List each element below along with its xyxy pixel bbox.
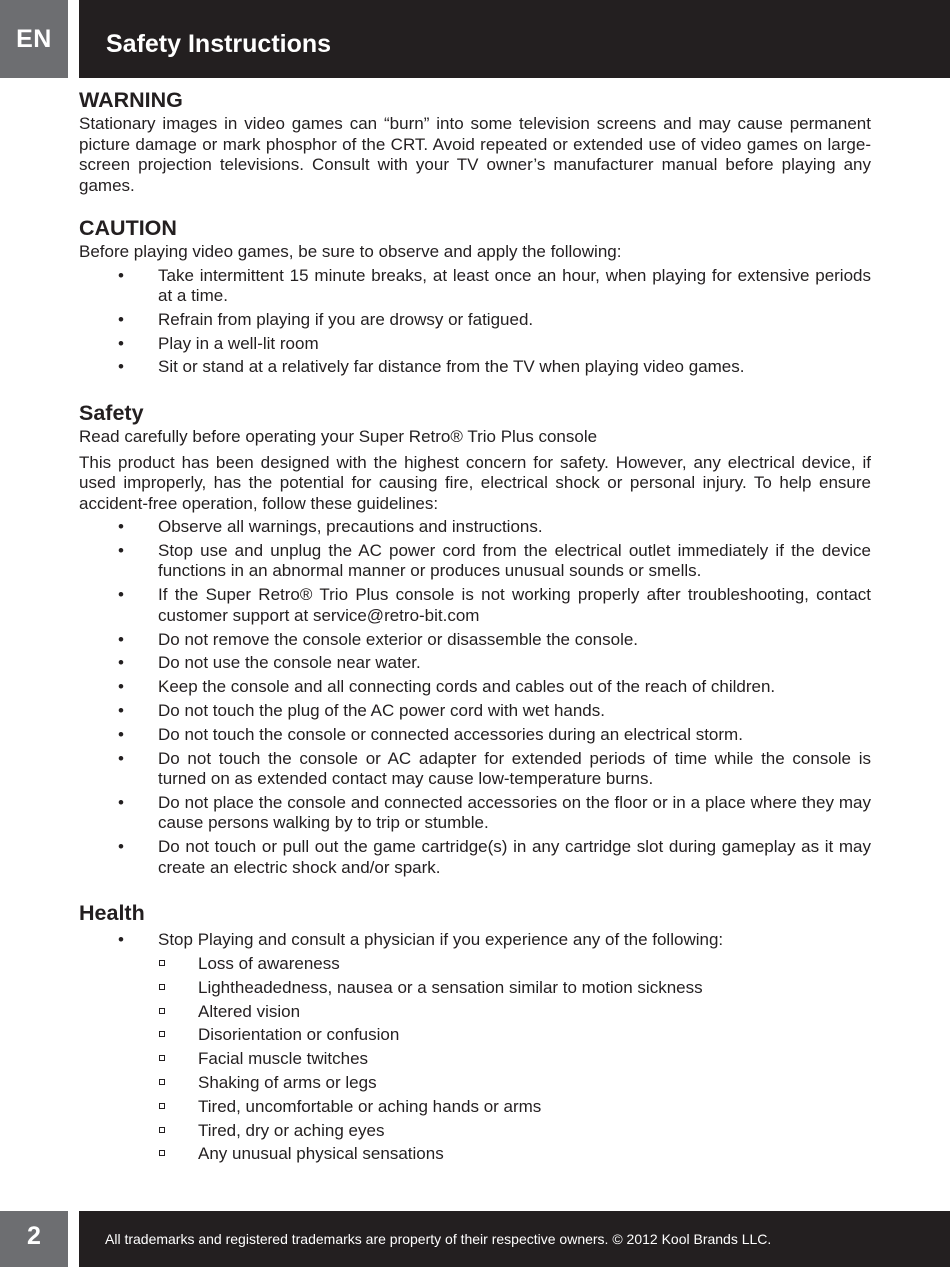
header-bar [79,0,950,78]
symptom-item: Loss of awareness [158,954,871,975]
caution-list [79,266,871,378]
list-item [79,930,871,1164]
caution-section [79,214,871,378]
list-item: • Do not touch the console or AC adapter for extended periods of time while the console is turned on as extended contact may cause low-temperature burns. [79,749,871,790]
health-section [79,899,871,1164]
footer-text: All trademarks and registered trademarks are property of their respective owners. © 2012 Kool Brands LLC. [105,1231,772,1247]
safety-section [79,399,871,878]
list-item: • Keep the console and all connecting cords and cables out of the reach of children. [79,677,871,698]
list-item: • If the Super Retro® Trio Plus console is not working properly after troubleshooting, contact customer support at service@retro-bit.com [79,585,871,626]
list-item: • Do not touch the plug of the AC power cord with wet hands. [79,701,871,722]
safety-intro: This product has been designed with the highest concern for safety. However, any electrical device, if used improperly, has the potential for causing fire, electrical shock or personal injury. To help ensure accident-free operation, follow these guidelines: [79,452,871,513]
page-number: 2 [0,1211,68,1267]
list-item: • Observe all warnings, precautions and instructions. [79,517,871,538]
list-item: • Refrain from playing if you are drowsy or fatigued. [79,310,871,331]
list-item: • Do not touch the console or connected accessories during an electrical storm. [79,725,871,746]
list-item: • Do not touch or pull out the game cartridge(s) in any cartridge slot during gameplay as it may create an electric shock and/or spark. [79,837,871,878]
footer-bar [79,1211,950,1267]
health-heading: Health [79,901,145,926]
symptom-item: Shaking of arms or legs [158,1073,871,1094]
list-item: • Sit or stand at a relatively far distance from the TV when playing video games. [79,357,871,378]
list-item: • Play in a well-lit room [79,334,871,355]
health-list [79,930,871,1164]
caution-intro: Before playing video games, be sure to observe and apply the following: [79,242,622,261]
warning-text: Stationary images in video games can “burn” into some television screens and may cause permanent picture damage or mark phosphor of the CRT. Avoid repeated or extended use of video games on large-screen projection televisions. Consult with your TV owner’s manufacturer manual before playing any games. [79,114,871,195]
safety-subtitle: Read carefully before operating your Super Retro® Trio Plus console [79,427,598,447]
list-item: • Take intermittent 15 minute breaks, at least once an hour, when playing for extensive periods at a time. [79,266,871,307]
symptom-item: Altered vision [158,1002,871,1023]
language-badge: EN [0,0,68,78]
safety-heading: Safety [79,401,144,426]
list-item: • Do not remove the console exterior or disassemble the console. [79,630,871,651]
warning-section [79,86,871,196]
symptom-item: Any unusual physical sensations [158,1144,871,1165]
symptom-item: Tired, uncomfortable or aching hands or arms [158,1097,871,1118]
list-item: • Do not use the console near water. [79,653,871,674]
symptom-item: Facial muscle twitches [158,1049,871,1070]
caution-heading: CAUTION [79,216,177,240]
symptom-list [158,954,871,1165]
list-item: • Do not place the console and connected accessories on the floor or in a place where they may cause persons walking by to trip or stumble. [79,793,871,834]
symptom-item: Tired, dry or aching eyes [158,1121,871,1142]
page-content [79,86,871,1168]
health-item-text: Stop Playing and consult a physician if you experience any of the following: [158,930,724,950]
page-title: Safety Instructions [106,30,332,58]
safety-list [79,517,871,878]
symptom-item: Disorientation or confusion [158,1025,871,1046]
list-item: • Stop use and unplug the AC power cord from the electrical outlet immediately if the device functions in an abnormal manner or produces unusual sounds or smells. [79,541,871,582]
warning-heading: WARNING [79,88,183,112]
symptom-item: Lightheadedness, nausea or a sensation similar to motion sickness [158,978,871,999]
